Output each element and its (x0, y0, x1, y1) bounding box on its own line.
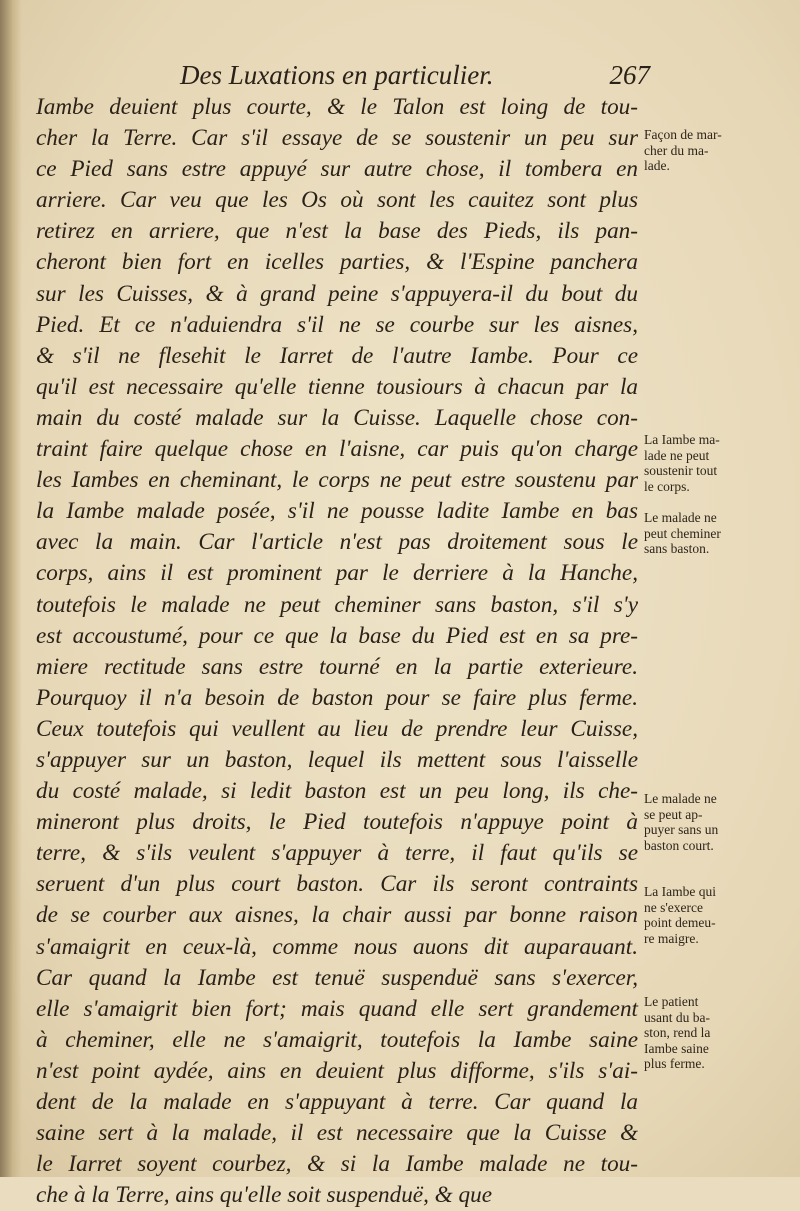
text-line: le Iarret soyent courbez, & si la Iambe malade ne tou- (36, 1151, 638, 1178)
margin-note-line: ston, rend la (644, 1025, 711, 1040)
running-header (180, 55, 650, 95)
text-line: terre, & s'ils veulent s'appuyer à terre, il faut qu'ils se (36, 840, 638, 867)
margin-note-line: soustenir tout (644, 463, 718, 478)
text-line: saine sert à la malade, il est necessaire que la Cuisse & (36, 1120, 638, 1147)
main-text (36, 92, 638, 1211)
margin-note-line: Le malade ne (644, 791, 717, 806)
margin-note (644, 791, 794, 853)
margin-note-line: Iambe saine (644, 1040, 709, 1056)
text-line: s'appuyer sur un baston, lequel ils mettent sous l'aisselle (36, 746, 638, 773)
margin-note-line: puyer sans un (644, 822, 719, 837)
text-line: cheront bien fort en icelles parties, & l'Espine panchera (36, 249, 638, 276)
text-line: toutefois le malade ne peut cheminer sans baston, s'il s'y (36, 591, 638, 618)
margin-note-line: La Iambe qui (644, 884, 716, 899)
text-line: Ceux toutefois qui veullent au lieu de prendre leur Cuisse, (36, 715, 638, 742)
text-line: est accoustumé, pour ce que la base du Pied est en sa pre- (36, 622, 638, 649)
text-line: main du costé malade sur la Cuisse. Laquelle chose con- (36, 404, 638, 431)
text-line: che à la Terre, ains qu'elle soit suspenduë, & que (36, 1182, 492, 1209)
margin-note (644, 510, 794, 557)
margin-note-line: point demeu- (644, 915, 716, 930)
margin-note-line: se peut ap- (644, 806, 703, 822)
text-line: dent de la malade en s'appuyant à terre. Car quand la (36, 1089, 638, 1115)
text-line: de se courber aux aisnes, la chair aussi par bonne raison (36, 902, 638, 929)
text-line: mineront plus droits, le Pied toutefois n'appuye point à (36, 809, 638, 836)
margin-note (644, 884, 794, 946)
margin-note-line: lade ne peut (644, 447, 710, 463)
text-line: cher la Terre. Car s'il essaye de se soustenir un peu sur (36, 125, 638, 152)
text-line: Iambe deuient plus courte, & le Talon est loing de tou- (36, 94, 638, 120)
text-line: Pied. Et ce n'aduiendra s'il ne se courbe sur les aisnes, (36, 311, 638, 338)
text-line: n'est point aydée, ains en deuient plus difforme, s'ils s'ai- (36, 1057, 638, 1084)
text-line: arriere. Car veu que les Os où sont les cauitez sont plus (36, 187, 638, 214)
text-line: retirez en arriere, que n'est la base des Pieds, ils pan- (36, 218, 638, 245)
margin-note-line: Façon de mar- (644, 127, 722, 142)
text-line: s'amaigrit en ceux-là, comme nous auons dit auparauant. (36, 933, 638, 960)
text-line: Pourquoy il n'a besoin de baston pour se faire plus ferme. (36, 684, 638, 711)
running-title: Des Luxations en particulier. (180, 60, 494, 90)
text-line: à cheminer, elle ne s'amaigrit, toutefois la Iambe saine (36, 1026, 638, 1053)
text-line: avec la main. Car l'article n'est pas droitement sous le (36, 529, 638, 556)
text-line: Car quand la Iambe est tenuë suspenduë sans s'exercer, (36, 964, 638, 991)
margin-note-line: Le patient (644, 994, 699, 1009)
margin-note-line: re maigre. (644, 930, 699, 946)
margin-note (644, 432, 794, 494)
text-line: & s'il ne flesehit le Iarret de l'autre Iambe. Pour ce (36, 342, 638, 369)
margin-note-line: plus ferme. (644, 1056, 705, 1071)
page-number: 267 (609, 60, 650, 90)
margin-note-line: le corps. (644, 478, 690, 494)
margin-note (644, 127, 794, 174)
margin-note-line: La Iambe ma- (644, 432, 720, 447)
text-line: elle s'amaigrit bien fort; mais quand elle sert grandement (36, 995, 638, 1022)
text-line: qu'il est necessaire qu'elle tienne tousiours à chacun par la (36, 373, 638, 400)
text-line: sur les Cuisses, & à grand peine s'appuyera-il du bout du (36, 280, 638, 307)
margin-note-line: cher du ma- (644, 142, 709, 158)
margin-note-line: lade. (644, 158, 670, 173)
margin-note-line: Le malade ne (644, 510, 717, 525)
text-line: du costé malade, si ledit baston est un peu long, ils che- (36, 778, 638, 805)
margin-note-line: peut cheminer (644, 525, 721, 541)
text-line: corps, ains il est prominent par le derriere à la Hanche, (36, 560, 638, 587)
margin-note-line: usant du ba- (644, 1009, 710, 1025)
text-line: ce Pied sans estre appuyé sur autre chose, il tombera en (36, 156, 638, 183)
text-line: les Iambes en cheminant, le corps ne peut estre soustenu par (36, 467, 638, 494)
margin-note (644, 994, 794, 1072)
text-line: seruent d'un plus court baston. Car ils seront contraints (36, 871, 638, 898)
page-gutter (0, 0, 22, 1177)
text-line: miere rectitude sans estre tourné en la partie exterieure. (36, 653, 638, 680)
text-line: la Iambe malade posée, s'il ne pousse ladite Iambe en bas (36, 498, 638, 525)
text-line: traint faire quelque chose en l'aisne, car puis qu'on charge (36, 436, 638, 463)
margin-note-line: ne s'exerce (644, 899, 704, 915)
margin-note-line: sans baston. (644, 541, 710, 556)
margin-note-line: baston court. (644, 837, 714, 853)
